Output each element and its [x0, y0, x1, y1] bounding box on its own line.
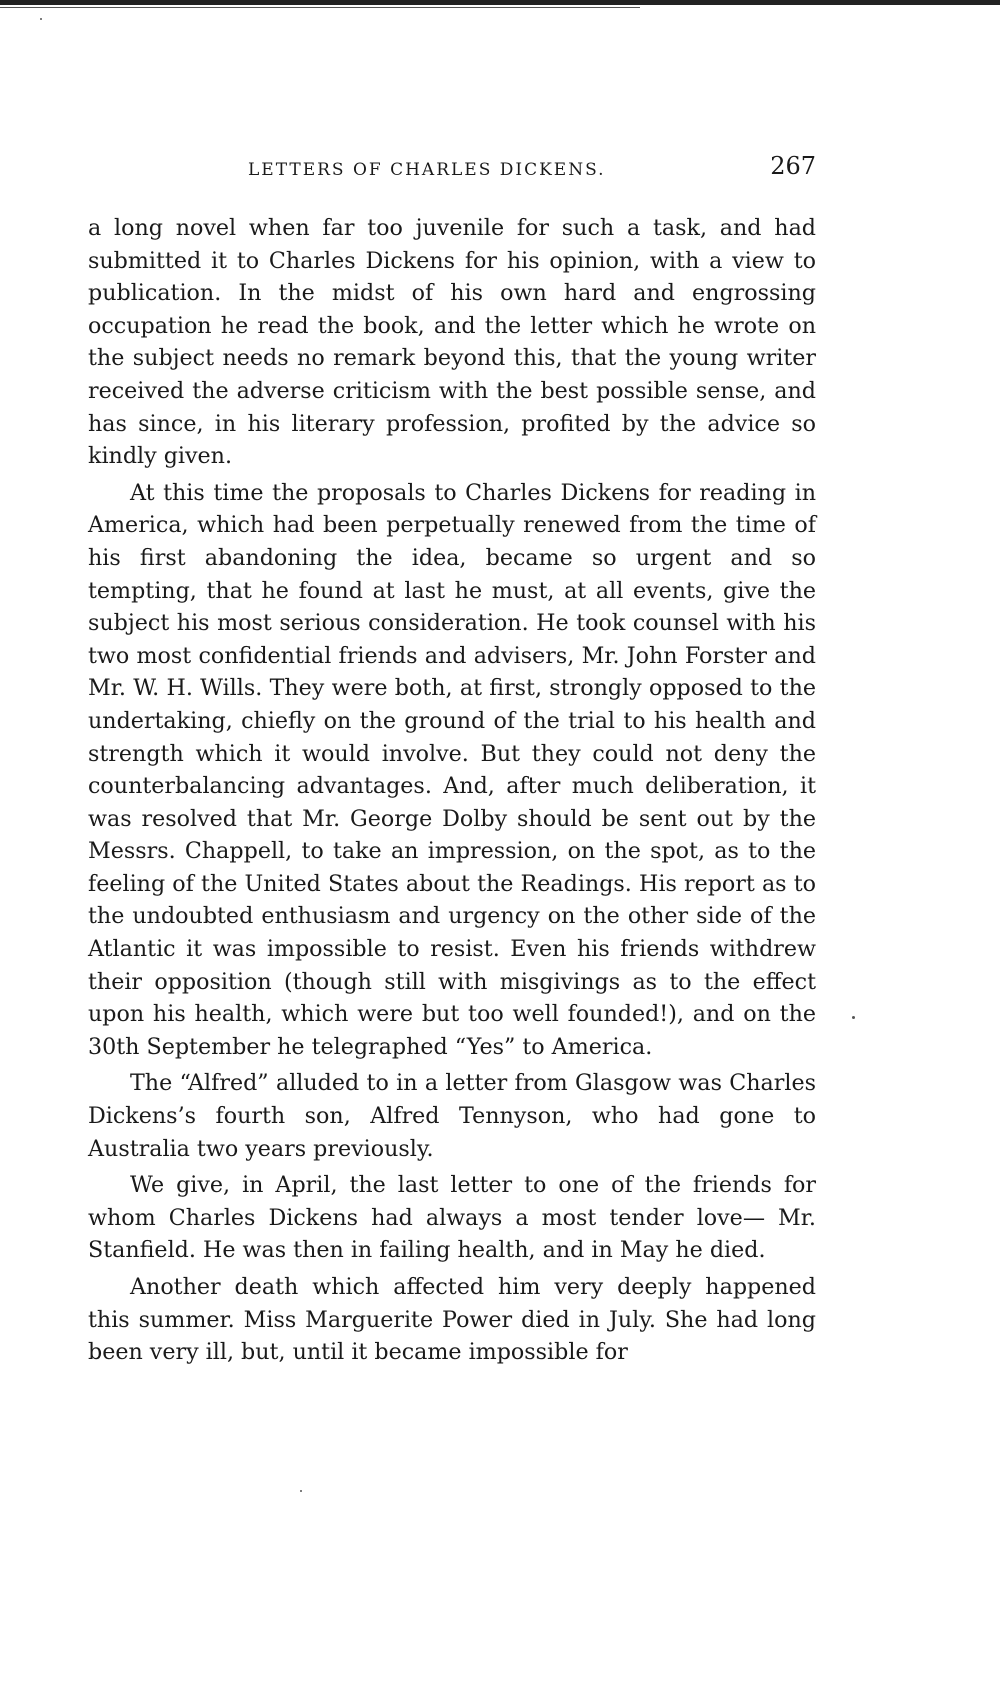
paper-speck [852, 1016, 855, 1019]
page-number: 267 [770, 152, 816, 180]
paper-speck [40, 18, 42, 20]
top-edge-thin-rule [0, 7, 640, 8]
paragraph: The “Alfred” alluded to in a letter from Glasgow was Charles Dickens’s fourth son, Alfred Tennyson, who had gone to Australia two years previously. [88, 1070, 816, 1162]
paper-speck [300, 1490, 302, 1492]
paragraph: a long novel when far too juvenile for such a task, and had submitted it to Charles Dickens for his opinion, with a view to publication. In the midst of his own hard and engrossing occupation he read the book, and the letter which he wrote on the subject needs no remark beyond this, that the young writer received the adverse criticism with the best possible sense, and has since, in his literary profession, profited by the advice so kindly given. [88, 215, 816, 470]
body-text [88, 212, 816, 1369]
paragraph: At this time the proposals to Charles Dickens for reading in America, which had been perpetually renewed from the time of his first abandoning the idea, became so urgent and so tempting, that he found at last he must, at all events, give the subject his most serious consideration. He took counsel with his two most confidential friends and advisers, Mr. John Forster and Mr. W. H. Wills. They were both, at first, strongly opposed to the undertaking, chiefly on the ground of the trial to his health and strength which it would involve. But they could not deny the counterbalancing advantages. And, after much deliberation, it was resolved that Mr. George Dolby should be sent out by the Messrs. Chappell, to take an impression, on the spot, as to the feeling of the United States about the Readings. His report as to the undoubted enthusiasm and urgency on the other side of the Atlantic it was impossible to resist. Even his friends withdrew their opposition (though still with misgivings as to the effect upon his health, which were but too well founded!), and on the 30th September he telegraphed “Yes” to America. [88, 479, 816, 1060]
running-head: LETTERS OF CHARLES DICKENS. [248, 160, 606, 180]
page-header [88, 152, 816, 188]
paragraph: We give, in April, the last letter to one of the friends for whom Charles Dickens had always a most tender love— Mr. Stanfield. He was then in failing health, and in May he died. [88, 1172, 816, 1264]
top-edge-rule [0, 0, 1000, 5]
paragraph: Another death which affected him very deeply happened this summer. Miss Marguerite Power died in July. She had long been very ill, but, until it became impossible for [88, 1274, 816, 1366]
